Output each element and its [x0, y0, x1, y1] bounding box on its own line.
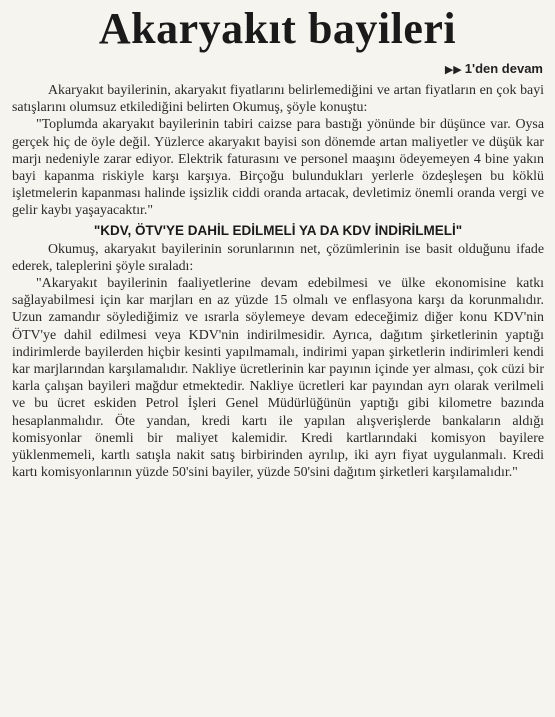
paragraph-demands-intro: Okumuş, akaryakıt bayilerinin sorunlarının net, çözümlerinin ise basit olduğunu ifade ederek, taleplerini şöyle sıraladı:: [12, 241, 544, 274]
continued-label: [445, 60, 543, 79]
paragraph-intro: Akaryakıt bayilerinin, akaryakıt fiyatlarını belirlemediğini ve artan fiyatların en çok bayi satışlarını olumsuz etkilediğini belirten Okumuş, şöyle konuştu:: [12, 83, 544, 116]
paragraph-quote-2: "Akaryakıt bayilerinin faaliyetlerine devam edebilmesi ve ülke ekonomisine katkı sağlayabilmesi için kar marjları en az yüzde 15 olmalı ve enflasyona karşı da korunmalıdır. Uzun zamandır söylediğimiz ve ısrarla söylemeye devam edeceğimiz diğer konu KDV'nin ÖTV'ye dahil edilmesi veya KDV'nin indirilmesidir. Ayrıca, dağıtım şirketlerinin yaptığı indirimlerde bayilerden hiçbir kesinti yapılmamalı, indirimi yapan şirketlerin indirimleri kendi kar marjlarından karşılamalıdır. Nakliye ücretlerinin kar payının içinde yer alması, çok cüzi bir karla çalışan bayileri mağdur etmektedir. Nakliye ücretleri kar payından ayrı olarak verilmeli ve bu ücret eskiden Petrol İşleri Genel Müdürlüğünün yaptığı gibi kilometre bazında hesaplanmalıdır. Öte yandan, kredi kartı ile yapılan alışverişlerde bankaların aldığı komisyonlar önemli bir maliyet kalemidir. Kredi kartlarındaki komisyon bayilere yüklenmemeli, kartlı satışla nakit satış birbirinden ayrılıp, iki ayrı fiyat uygulanmalı. Kredi kartı komisyonlarının yüzde 50'sini bayiler, yüzde 50'sini dağıtım şirketleri karşılamalıdır.": [12, 276, 544, 481]
paragraph-quote-1: "Toplumda akaryakıt bayilerinin tabiri caizse para bastığı yönünde bir düşünce var. Oysa gerçek hiç de öyle değil. Yüzlerce akaryakıt bayisi son dönemde artan maliyetler ve düşük kar marjı nedeniyle zarar ediyor. Elektrik faturasını ve personel maaşını ödeyemeyen 4 bine yakın bayi kapanma riskiyle karşı karşıya. Birçoğu bulundukları yerlerle özdeşleşen bu köklü işletmelerin kapanması halinde işsizlik ciddi oranda artacak, devletimiz önemli oranda vergi ve gelir kaybı yaşayacaktır.": [12, 117, 544, 219]
subheading: "KDV, ÖTV'YE DAHİL EDİLMELİ YA DA KDV İNDİRİLMELİ": [93, 222, 463, 238]
double-arrow-icon: ▶▶: [444, 64, 462, 76]
headline: Akaryakıt bayileri: [98, 4, 457, 53]
continued-text: 1'den devam: [464, 61, 543, 76]
article-body: [12, 82, 544, 481]
